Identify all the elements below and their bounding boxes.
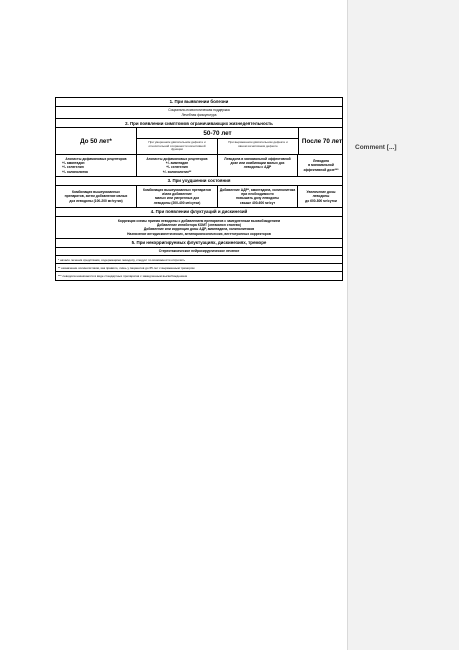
age-mid-cell [137,128,299,154]
treatment-line: повышать дозу леводопы [235,196,280,201]
mid-sub-left-line: функции [171,147,183,152]
treatment-line: Леводопа в минимальной эффективной [224,156,291,161]
treatment-line: +/- холинолитик [62,169,88,174]
section-4-line: Назначение антидискинетических, антипаркинсонических, вегетотропных корректоров [127,231,271,236]
treatment-line: Добавление АДР*, амантадина, холинолитика [219,187,296,192]
treatment-algorithm-table [55,97,343,281]
treatment-line: Агонисты дофаминовых рецепторов [65,156,127,161]
treatment-line: эффективной дозе*** [303,167,339,172]
mid-sub-right [218,139,298,154]
section-4-content [56,217,342,238]
treatment-line: +/- амантадин [62,161,85,166]
worsening-col-1 [56,186,137,207]
worsening-treatment-row [56,186,342,208]
section-3-title: 3. При ухудшении состояния [167,178,231,184]
mid-sub-left-line: относительной сохранности когнитивной [148,143,206,148]
section-4-line: Коррекция схемы приема леводопы с добавлением препаратов с замедленным высвобождением [117,218,281,223]
treatment-line: дозе или комбинации малых доз [230,161,285,166]
footnote-row [56,256,342,264]
treatment-line: Комбинация вышеуказанных [72,189,120,194]
section-5-header-row [56,239,342,248]
section-1-line: Лечебная физкультура [181,112,217,117]
age-over-70-label: После 70 лет [301,137,343,145]
symptoms-col-4 [298,155,344,176]
treatment-line: свыше 400-600 мг/сут [239,200,276,205]
footnote-3 [56,272,189,279]
section-5-content-row [56,248,342,256]
age-under-50-label: До 50 лет* [80,137,112,145]
symptoms-col-2 [137,155,218,176]
worsening-col-2 [137,186,218,207]
treatment-line: малых или умеренных доз [154,196,200,201]
mid-sub-left [137,139,218,154]
mid-sub-right-line: явном когнитивном дефекте [238,143,278,148]
treatment-line: Увеличение дозы [306,189,336,194]
section-1-content [56,107,342,119]
treatment-line: доз леводопы (100-200 мг/сутки) [69,198,123,203]
treatment-line: и/или добавление [162,192,192,197]
section-3-header-row [56,177,342,186]
worsening-col-3 [218,186,298,207]
section-5-content [56,248,342,255]
section-1-line: Социально-психологическая поддержка [168,108,230,113]
section-4-header-row [56,208,342,217]
section-5-title: 5. При некорригируемых флуктуациях, дискинезиях, треморе [131,240,267,246]
footnote-text: *** леводопа назначается в виде стандартных препаратов с замедленным высвобождением [58,274,188,279]
treatment-line: препаратов, затем добавление малых [64,194,128,199]
treatment-line: леводопы с АДР [243,165,272,170]
age-under-50-cell [56,128,137,154]
age-mid-subrow [137,139,298,154]
comments-pane [347,0,459,650]
worsening-col-4 [298,186,344,207]
section-2-title: 2. При появлении симптомов ограничивающих жизнедеятельность [125,120,273,126]
footnote-row [56,264,342,272]
treatment-line: леводопы (200-400 мг/сутки) [153,200,201,205]
treatment-line: Комбинация вышеуказанных препаратов [143,187,211,192]
age-header-row [56,128,342,155]
treatment-line: до 600-800 мг/сутки [305,198,337,203]
footnote-text: ** назначение холинолитиков, как правило, лишь у пациентов до 65 лет с выраженным тремором [58,265,195,270]
treatment-line: в минимальной [308,163,334,168]
treatment-line: леводопы [312,194,330,199]
symptoms-treatment-row [56,155,342,177]
treatment-line: +/- амантадин [165,161,189,166]
footnote-text: * начало лечения средствами, содержащими леводопу, следует по возможности отсрочить [58,257,186,262]
age-over-70-cell [299,128,345,154]
treatment-line: Леводопа [312,159,330,164]
symptoms-col-3 [218,155,298,176]
treatment-line: Агонисты дофаминовых рецепторов [146,156,208,161]
comment-label[interactable]: Comment [...] [355,144,397,151]
section-4-title: 4. При появлении флуктуаций и дискинезий [150,209,248,215]
footnote-2 [56,264,196,271]
age-mid-label: 50-70 лет [137,128,298,139]
footnote-row [56,272,342,279]
section-1-content-row [56,107,342,120]
mid-sub-right-line: При выраженном двигательном дефекте и [228,139,288,144]
section-5-line: Стереотаксическое нейрохирургическое лечение [158,249,240,254]
treatment-line: +/- холинолитик** [162,169,192,174]
section-1-header-row [56,98,342,107]
footnote-1 [56,256,187,263]
section-4-line: Добавление ингибитора КОМТ (энтакапон сталево) [156,223,241,228]
treatment-line: +/- селегелин [166,165,188,170]
treatment-line: при необходимости [241,192,274,197]
section-1-title: 1. При выявлении болезни [169,99,229,105]
mid-sub-left-line: При умеренном двигательном дефекте и [148,139,206,144]
section-4-content-row [56,217,342,239]
section-2-header-row [56,119,342,128]
section-4-line: Добавление или коррекция дозы АДР, амантадина, холинолитиков [143,227,255,232]
symptoms-col-1 [56,155,137,176]
treatment-line: +/- селегелин [62,165,84,170]
